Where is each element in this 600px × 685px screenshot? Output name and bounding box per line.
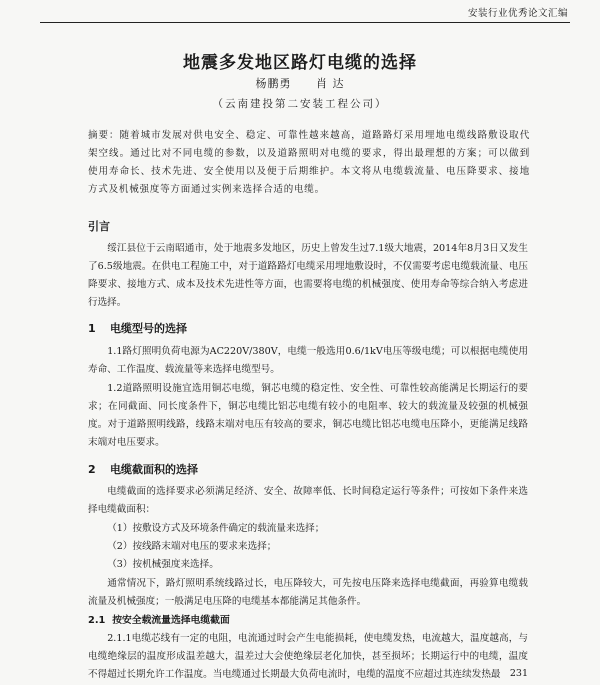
running-header: 安装行业优秀论文汇编 — [467, 8, 568, 19]
subsection-2-1-title: 按安全载流量选择电缆截面 — [112, 615, 230, 626]
paper-title: 地震多发地区路灯电缆的选择 — [183, 53, 417, 73]
section-2-title: 电缆截面积的选择 — [110, 463, 198, 476]
section-1-number: 1 — [88, 322, 96, 335]
section-1-title: 电缆型号的选择 — [110, 322, 187, 335]
section-1-para-1: 1.1路灯照明负荷电源为AC220V/380V，电缆一般选用0.6/1kV电压等级电缆；可以根据电缆使用寿命、工作温度、载流量等来选择电缆型号。 — [88, 346, 528, 375]
authors — [0, 75, 600, 91]
list-item: （3）按机械强度来选择。 — [107, 559, 219, 570]
section-1-heading — [88, 320, 187, 336]
list-item: （1）按敷设方式及环境条件确定的载流量来选择； — [107, 523, 325, 534]
affiliation: （云南建投第二安装工程公司） — [212, 98, 388, 110]
author-1: 杨鹏勇 — [255, 77, 292, 90]
list-item: （2）按线路末端对电压的要求来选择； — [107, 541, 277, 552]
section-2-heading — [88, 461, 198, 477]
author-2: 肖 达 — [316, 77, 345, 90]
section-2-number: 2 — [88, 463, 96, 476]
subsection-2-1-number: 2.1 — [88, 615, 106, 626]
section-2-para-2: 通常情况下，路灯照明系统线路过长，电压降较大，可先按电压降来选择电缆截面，再验算电缆载流量及机械强度；一般满足电压降的电缆基本都能满足其他条件。 — [88, 578, 528, 607]
subsection-2-1-para: 2.1.1电缆芯线有一定的电阻，电流通过时会产生电能损耗，使电缆发热，电流越大，温度越高，与电缆绝缘层的温度形成温差越大，温差过大会使绝缘层老化加快，甚至损坏；长期运行中的电缆，温度不得超过长期允许工作温度。当电缆通过长期最大负荷电流时，电缆的温度不应超过其连续发热最 — [88, 633, 528, 680]
header-rule — [40, 22, 570, 23]
abstract: 摘要：随着城市发展对供电安全、稳定、可靠性越来越高，道路路灯采用埋地电缆线路敷设取代架空线。通过比对不同电缆的参数，以及道路照明对电缆的要求，得出最理想的方案；可以做到使用寿命长、技术先进、安全使用以及便于后期维护。本文将从电缆载流量、电压降要求、接地方式及机械强度等方面通过实例来选择合适的电缆。 — [88, 130, 530, 195]
intro-paragraph: 绥江县位于云南昭通市，处于地震多发地区，历史上曾发生过7.1级大地震，2014年8月3日又发生了6.5级地震。在供电工程施工中，对于道路路灯电缆采用埋地敷设时，不仅需要考虑电缆载流量、电压降要求、接地方式、成本及技术先进性等方面，也需要将电缆的机械强度、使用寿命等综合纳入考虑进行选择。 — [88, 243, 528, 308]
page-number: 231 — [509, 668, 528, 679]
intro-heading: 引言 — [88, 220, 110, 233]
subsection-2-1-heading — [88, 612, 230, 626]
section-1-para-2: 1.2道路照明设施宜选用铜芯电缆，铜芯电缆的稳定性、安全性、可靠性较高能满足长期运行的要求；在同截面、同长度条件下，铜芯电缆比铝芯电缆有较小的电阻率、较大的载流量及较强的机械强度。对于道路照明线路，线路末端对电压有较高的要求，铜芯电缆比铝芯电缆电压降小，更能满足线路末端对电压要求。 — [88, 383, 528, 448]
section-2-para-1: 电缆截面的选择要求必须满足经济、安全、故障率低、长时间稳定运行等条件；可按如下条件来选择电缆截面积： — [88, 486, 528, 515]
